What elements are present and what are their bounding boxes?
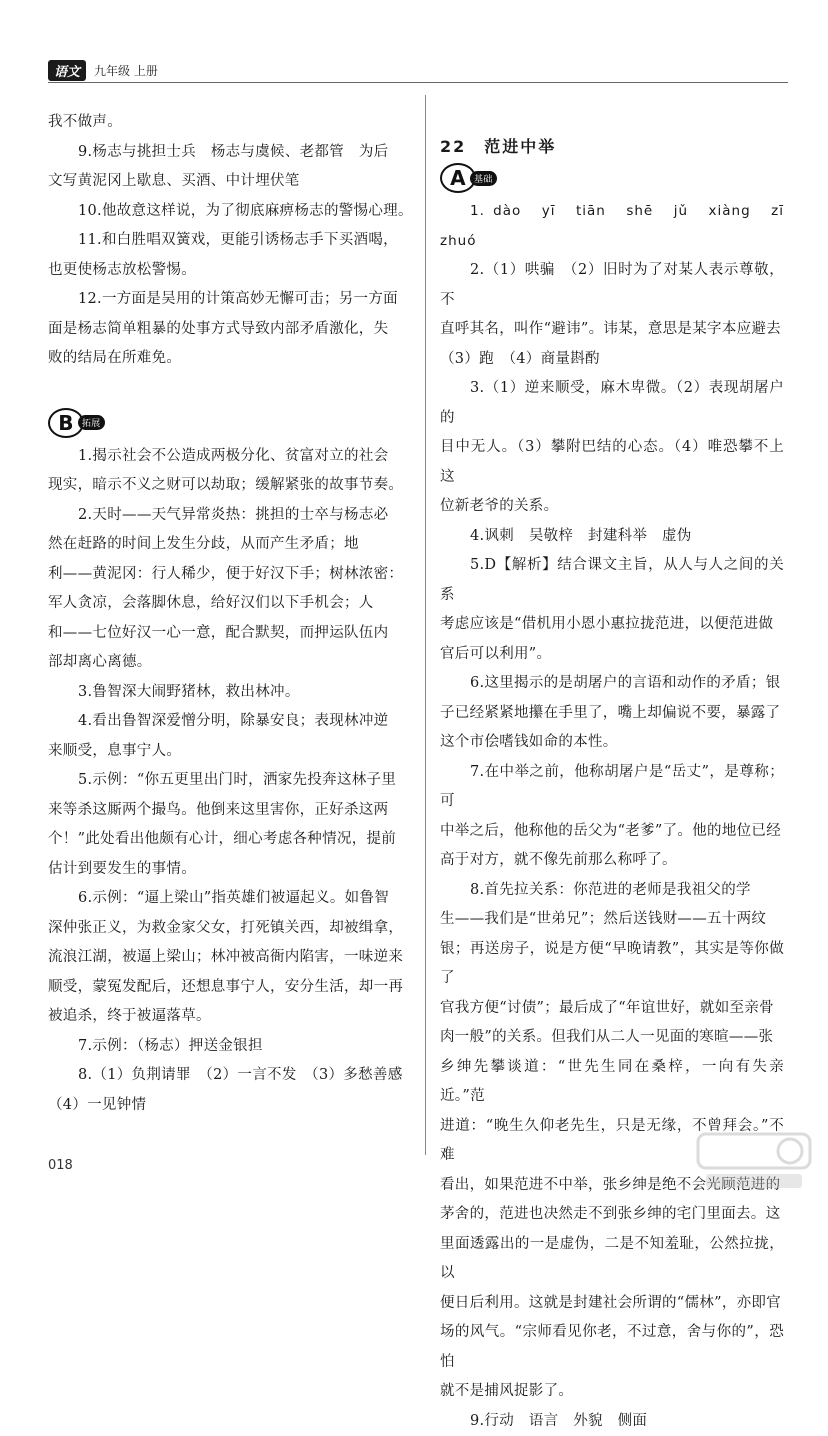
answer-line: 然在赶路的时间上发生分歧，从而产生矛盾；地 [48, 530, 414, 560]
answer-line: 2.（1）哄骗 （2）旧时为了对某人表示尊敬，不 [440, 256, 784, 315]
answer-line: 看出，如果范进不中举，张乡绅是绝不会光顾范进的 [440, 1171, 784, 1201]
header-rule [48, 82, 788, 83]
answer-line: （4）一见钟情 [48, 1091, 414, 1121]
answer-line: 子已经紧紧地攥在手里了，嘴上却偏说不要，暴露了 [440, 699, 784, 729]
answer-line: 进道：“晚生久仰老先生，只是无缘，不曾拜会。”不难 [440, 1112, 784, 1171]
answer-line: 乡绅先攀谈道：“世先生同在桑梓，一向有失亲近。”范 [440, 1053, 784, 1112]
answer-line: 1.揭示社会不公造成两极分化、贫富对立的社会 [48, 442, 414, 472]
spacer [48, 374, 414, 402]
answer-line: 位新老爷的关系。 [440, 492, 784, 522]
answer-line: 茅舍的，范进也决然走不到张乡绅的宅门里面去。这 [440, 1200, 784, 1230]
pinyin-answer: 1. dào yī tiān shē jǔ xiàng zī zhuó [440, 197, 784, 256]
brand-logo: 语文 [48, 60, 86, 81]
answer-line: 也更使杨志放松警惕。 [48, 256, 414, 286]
answer-line: 6.示例：“逼上梁山”指英雄们被逼起义。如鲁智 [48, 884, 414, 914]
answer-line: 6.这里揭示的是胡屠户的言语和动作的矛盾；银 [440, 669, 784, 699]
page-number: 018 [48, 1158, 73, 1173]
answer-line: 高于对方，就不像先前那么称呼了。 [440, 846, 784, 876]
answer-line: 7.示例：（杨志）押送金银担 [48, 1032, 414, 1062]
answer-line: 我不做声。 [48, 108, 414, 138]
answer-line: 2.天时——天气异常炎热：挑担的士卒与杨志必 [48, 501, 414, 531]
answer-line: 和——七位好汉一心一意，配合默契，而押运队伍内 [48, 619, 414, 649]
answer-line: 深仲张正义，为救金家父女，打死镇关西，却被缉拿， [48, 914, 414, 944]
answer-line: 军人贪凉，会落脚休息，给好汉们以下手机会；人 [48, 589, 414, 619]
answer-line: 11.和白胜唱双簧戏，更能引诱杨志手下买酒喝， [48, 226, 414, 256]
column-divider [425, 95, 426, 1155]
answer-line: 3.鲁智深大闹野猪林，救出林冲。 [48, 678, 414, 708]
left-column [48, 108, 414, 1120]
answer-line: 估计到要发生的事情。 [48, 855, 414, 885]
answer-line: 10.他故意这样说，为了彻底麻痹杨志的警惕心理。 [48, 197, 414, 227]
answer-line: 银；再送房子，说是方便“早晚请教”，其实是等你做了 [440, 935, 784, 994]
badge-letter: B [48, 408, 84, 438]
answer-line: 个！”此处看出他颇有心计，细心考虑各种情况，提前 [48, 825, 414, 855]
right-column [440, 134, 784, 1436]
answer-line: 5.D【解析】结合课文主旨，从人与人之间的关系 [440, 551, 784, 610]
answer-line: 来顺受，息事宁人。 [48, 737, 414, 767]
answer-line: 来等杀这厮两个撮鸟。他倒来这里害你，正好杀这两 [48, 796, 414, 826]
section-a-badge [440, 163, 497, 193]
answer-line: 里面透露出的一是虚伪，二是不知羞耻，公然拉拢，以 [440, 1230, 784, 1289]
answer-line: 败的结局在所难免。 [48, 344, 414, 374]
answer-line: 中举之后，他称他的岳父为“老爹”了。他的地位已经 [440, 817, 784, 847]
answer-line: 3.（1）逆来顺受，麻木卑微。（2）表现胡屠户的 [440, 374, 784, 433]
answer-line: 这个市侩嗜钱如命的本性。 [440, 728, 784, 758]
badge-tag: 拓展 [78, 415, 105, 430]
badge-letter: A [440, 163, 476, 193]
answer-line: 4.讽刺 吴敬梓 封建科举 虚伪 [440, 522, 784, 552]
answer-line: 流浪江湖，被逼上梁山；林冲被高衙内陷害，一味逆来 [48, 943, 414, 973]
answer-line: 肉一般”的关系。但我们从二人一见面的寒暄——张 [440, 1023, 784, 1053]
answer-line: 顺受，蒙冤发配后，还想息事宁人，安分生活，却一再 [48, 973, 414, 1003]
section-b-badge [48, 408, 105, 438]
answer-line: 7.在中举之前，他称胡屠户是“岳丈”，是尊称；可 [440, 758, 784, 817]
answer-line: 就不是捕风捉影了。 [440, 1377, 784, 1407]
answer-line: 被追杀，终于被逼落草。 [48, 1002, 414, 1032]
grade-label: 九年级 上册 [94, 62, 158, 79]
answer-line: 文写黄泥冈上歇息、买酒、中计埋伏笔 [48, 167, 414, 197]
answer-line: 8.首先拉关系：你范进的老师是我祖父的学 [440, 876, 784, 906]
answer-line: 9.杨志与挑担士兵 杨志与虞候、老都管 为后 [48, 138, 414, 168]
answer-line: 4.看出鲁智深爱憎分明，除暴安良；表现林冲逆 [48, 707, 414, 737]
answer-line: 8.（1）负荆请罪 （2）一言不发 （3）多愁善感 [48, 1061, 414, 1091]
page-header [48, 60, 158, 80]
answer-line: 部却离心离德。 [48, 648, 414, 678]
answer-line: 目中无人。（3）攀附巴结的心态。（4）唯恐攀不上这 [440, 433, 784, 492]
answer-line: 官后可以利用”。 [440, 640, 784, 670]
answer-line: 场的风气。“宗师看见你老，不过意，舍与你的”，恐怕 [440, 1318, 784, 1377]
watermark-logo-icon [694, 1130, 814, 1194]
answer-line: 9.行动 语言 外貌 侧面 [440, 1407, 784, 1436]
answer-line: 直呼其名，叫作“避讳”。讳某，意思是某字本应避去 [440, 315, 784, 345]
answer-line: （3）跑 （4）商量斟酌 [440, 345, 784, 375]
answer-line: 面是杨志简单粗暴的处事方式导致内部矛盾激化，失 [48, 315, 414, 345]
answer-line: 5.示例：“你五更里出门时，洒家先投奔这林子里 [48, 766, 414, 796]
lesson-title: 22 范进中举 [440, 134, 784, 157]
answer-line: 12.一方面是吴用的计策高妙无懈可击；另一方面 [48, 285, 414, 315]
answer-line: 官我方便“讨债”；最后成了“年谊世好，就如至亲骨 [440, 994, 784, 1024]
answer-line: 现实，暗示不义之财可以劫取；缓解紧张的故事节奏。 [48, 471, 414, 501]
badge-tag: 基础 [470, 171, 497, 186]
answer-line: 生——我们是“世弟兄”；然后送钱财——五十两纹 [440, 905, 784, 935]
answer-line: 便日后利用。这就是封建社会所谓的“儒林”，亦即官 [440, 1289, 784, 1319]
answer-line: 利——黄泥冈：行人稀少，便于好汉下手；树林浓密： [48, 560, 414, 590]
answer-line: 考虑应该是“借机用小恩小惠拉拢范进，以便范进做 [440, 610, 784, 640]
